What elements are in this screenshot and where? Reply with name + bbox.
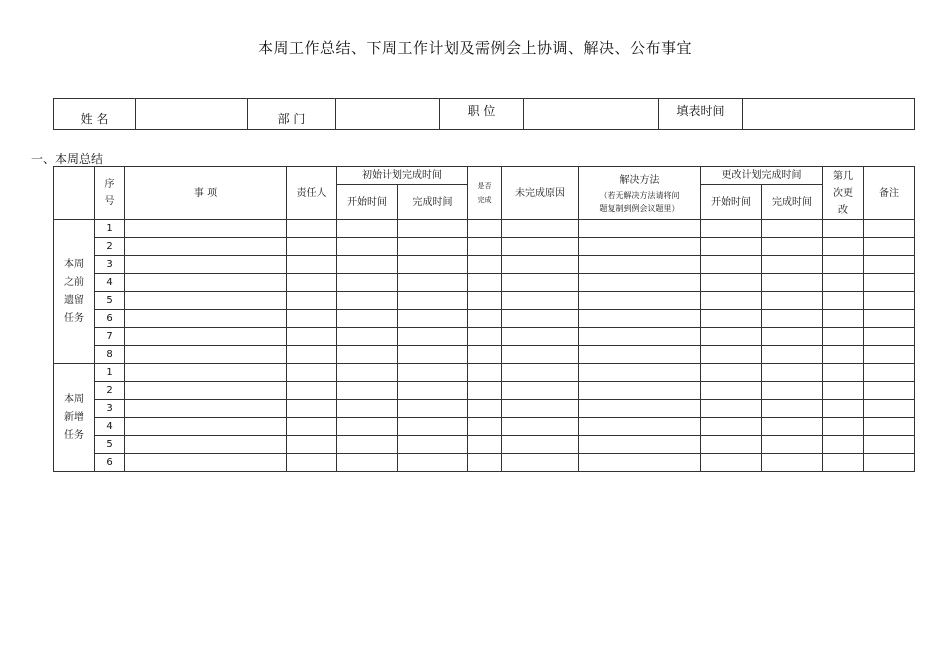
table-cell[interactable]: [701, 292, 762, 310]
table-cell[interactable]: [701, 328, 762, 346]
table-cell[interactable]: [762, 364, 823, 382]
table-cell[interactable]: [502, 256, 579, 274]
table-cell[interactable]: [823, 418, 864, 436]
table-cell[interactable]: [337, 274, 398, 292]
table-cell[interactable]: [398, 364, 468, 382]
table-cell[interactable]: [125, 364, 287, 382]
table-cell[interactable]: [762, 418, 823, 436]
table-cell[interactable]: [864, 256, 915, 274]
header-solution: 解决方法 （若无解决方法请将问 题复制到例会议题里）: [579, 167, 701, 220]
table-row-new: [54, 436, 915, 454]
table-cell[interactable]: [125, 400, 287, 418]
table-cell[interactable]: [125, 238, 287, 256]
table-cell[interactable]: [398, 310, 468, 328]
table-cell[interactable]: [125, 436, 287, 454]
table-cell[interactable]: [125, 382, 287, 400]
header-group-blank: [54, 167, 95, 220]
table-cell[interactable]: [125, 346, 287, 364]
fill-time-label: 填表时间: [659, 99, 743, 130]
table-cell[interactable]: [125, 328, 287, 346]
table-cell[interactable]: [701, 418, 762, 436]
table-cell[interactable]: [337, 382, 398, 400]
table-cell[interactable]: [823, 364, 864, 382]
row-number: 2: [95, 238, 125, 256]
table-cell[interactable]: [287, 346, 337, 364]
table-cell[interactable]: [337, 364, 398, 382]
table-cell[interactable]: [864, 382, 915, 400]
table-cell[interactable]: [502, 418, 579, 436]
section-title: 一、本周总结: [31, 152, 104, 166]
summary-table: [53, 166, 915, 472]
table-cell[interactable]: [468, 328, 502, 346]
table-cell[interactable]: [125, 310, 287, 328]
table-cell[interactable]: [468, 346, 502, 364]
table-cell[interactable]: [823, 436, 864, 454]
row-number: 1: [95, 364, 125, 382]
table-row-new: [54, 418, 915, 436]
table-row-prev: [54, 346, 915, 364]
table-cell[interactable]: [398, 238, 468, 256]
table-cell[interactable]: [823, 256, 864, 274]
table-cell[interactable]: [287, 454, 337, 472]
table-cell[interactable]: [337, 328, 398, 346]
table-cell[interactable]: [125, 274, 287, 292]
table-cell[interactable]: [337, 292, 398, 310]
table-row-new: [54, 382, 915, 400]
table-cell[interactable]: [579, 418, 701, 436]
table-cell[interactable]: [823, 400, 864, 418]
table-cell[interactable]: [579, 328, 701, 346]
table-cell[interactable]: [864, 454, 915, 472]
table-cell[interactable]: [864, 238, 915, 256]
table-cell[interactable]: [125, 292, 287, 310]
table-cell[interactable]: [762, 328, 823, 346]
table-cell[interactable]: [468, 274, 502, 292]
table-cell[interactable]: [337, 436, 398, 454]
table-cell[interactable]: [287, 418, 337, 436]
table-cell[interactable]: [701, 346, 762, 364]
table-cell[interactable]: [287, 220, 337, 238]
table-cell[interactable]: [762, 256, 823, 274]
table-cell[interactable]: [823, 220, 864, 238]
table-cell[interactable]: [701, 238, 762, 256]
table-cell[interactable]: [125, 256, 287, 274]
page-title: 本周工作总结、下周工作计划及需例会上协调、解决、公布事宜: [257, 39, 692, 57]
row-number: 3: [95, 256, 125, 274]
dept-field[interactable]: [336, 99, 440, 130]
table-cell[interactable]: [468, 238, 502, 256]
table-cell[interactable]: [762, 310, 823, 328]
table-cell[interactable]: [287, 274, 337, 292]
group-label: 本周 之前 遗留 任务: [54, 220, 95, 364]
table-cell[interactable]: [337, 454, 398, 472]
table-cell[interactable]: [762, 238, 823, 256]
table-cell[interactable]: [502, 274, 579, 292]
table-cell[interactable]: [337, 220, 398, 238]
table-cell[interactable]: [864, 310, 915, 328]
table-cell[interactable]: [502, 346, 579, 364]
table-cell[interactable]: [864, 328, 915, 346]
table-cell[interactable]: [468, 220, 502, 238]
table-cell[interactable]: [762, 454, 823, 472]
table-cell[interactable]: [701, 454, 762, 472]
table-cell[interactable]: [502, 310, 579, 328]
table-cell[interactable]: [579, 256, 701, 274]
table-row-prev: [54, 274, 915, 292]
table-cell[interactable]: [502, 238, 579, 256]
table-cell[interactable]: [468, 400, 502, 418]
name-label: 姓 名: [54, 99, 136, 130]
table-cell[interactable]: [762, 292, 823, 310]
table-cell[interactable]: [125, 454, 287, 472]
header-changed-plan: 更改计划完成时间: [701, 167, 823, 185]
row-number: 1: [95, 220, 125, 238]
row-number: 4: [95, 274, 125, 292]
table-cell[interactable]: [579, 220, 701, 238]
table-cell[interactable]: [398, 292, 468, 310]
table-cell[interactable]: [287, 400, 337, 418]
table-cell[interactable]: [864, 400, 915, 418]
table-cell[interactable]: [579, 238, 701, 256]
table-row-prev: [54, 256, 915, 274]
table-cell[interactable]: [579, 346, 701, 364]
table-cell[interactable]: [468, 436, 502, 454]
table-cell[interactable]: [701, 364, 762, 382]
table-cell[interactable]: [701, 400, 762, 418]
table-cell[interactable]: [287, 328, 337, 346]
header-reason: 未完成原因: [502, 167, 579, 220]
table-cell[interactable]: [337, 418, 398, 436]
table-cell[interactable]: [701, 310, 762, 328]
table-cell[interactable]: [287, 382, 337, 400]
table-cell[interactable]: [701, 220, 762, 238]
table-cell[interactable]: [125, 220, 287, 238]
table-cell[interactable]: [579, 454, 701, 472]
table-cell[interactable]: [864, 346, 915, 364]
name-field[interactable]: [136, 99, 248, 130]
row-number: 6: [95, 310, 125, 328]
table-cell[interactable]: [468, 382, 502, 400]
table-cell[interactable]: [823, 310, 864, 328]
header-nth-change: 第几 次更 改: [823, 167, 864, 220]
header-done: 是否 完成: [468, 167, 502, 220]
table-cell[interactable]: [762, 382, 823, 400]
table-row-prev: [54, 220, 915, 238]
table-cell[interactable]: [468, 364, 502, 382]
table-cell[interactable]: [337, 256, 398, 274]
header-changed-end: 完成时间: [762, 185, 823, 220]
table-cell[interactable]: [579, 400, 701, 418]
table-cell[interactable]: [823, 328, 864, 346]
table-cell[interactable]: [468, 310, 502, 328]
header-initial-plan: 初始计划完成时间: [337, 167, 468, 185]
header-changed-start: 开始时间: [701, 185, 762, 220]
table-row-new: [54, 400, 915, 418]
table-cell[interactable]: [468, 454, 502, 472]
table-cell[interactable]: [579, 436, 701, 454]
table-cell[interactable]: [468, 418, 502, 436]
table-cell[interactable]: [864, 436, 915, 454]
table-cell[interactable]: [468, 256, 502, 274]
table-cell[interactable]: [468, 292, 502, 310]
table-cell[interactable]: [579, 364, 701, 382]
table-cell[interactable]: [762, 400, 823, 418]
row-number: 2: [95, 382, 125, 400]
table-cell[interactable]: [337, 310, 398, 328]
table-row-prev: [54, 310, 915, 328]
table-cell[interactable]: [398, 256, 468, 274]
table-cell[interactable]: [823, 274, 864, 292]
table-cell[interactable]: [398, 454, 468, 472]
table-cell[interactable]: [502, 436, 579, 454]
table-cell[interactable]: [579, 274, 701, 292]
table-row-new: [54, 454, 915, 472]
table-cell[interactable]: [287, 436, 337, 454]
header-item: 事 项: [125, 167, 287, 220]
table-cell[interactable]: [823, 238, 864, 256]
table-cell[interactable]: [398, 436, 468, 454]
table-row-prev: [54, 328, 915, 346]
table-cell[interactable]: [701, 382, 762, 400]
table-cell[interactable]: [502, 364, 579, 382]
table-cell[interactable]: [823, 454, 864, 472]
table-cell[interactable]: [398, 346, 468, 364]
table-cell[interactable]: [762, 220, 823, 238]
table-cell[interactable]: [337, 400, 398, 418]
fill-time-field[interactable]: [743, 99, 915, 130]
position-field[interactable]: [524, 99, 659, 130]
table-cell[interactable]: [762, 436, 823, 454]
header-seq: 序 号: [95, 167, 125, 220]
table-cell[interactable]: [398, 328, 468, 346]
table-cell[interactable]: [502, 400, 579, 418]
table-cell[interactable]: [864, 274, 915, 292]
table-cell[interactable]: [502, 328, 579, 346]
table-cell[interactable]: [287, 292, 337, 310]
header-initial-end: 完成时间: [398, 185, 468, 220]
table-cell[interactable]: [287, 238, 337, 256]
table-cell[interactable]: [864, 418, 915, 436]
table-cell[interactable]: [701, 256, 762, 274]
table-cell[interactable]: [823, 346, 864, 364]
table-cell[interactable]: [701, 274, 762, 292]
table-cell[interactable]: [579, 292, 701, 310]
table-cell[interactable]: [398, 274, 468, 292]
dept-label: 部 门: [248, 99, 336, 130]
row-number: 5: [95, 436, 125, 454]
header-initial-start: 开始时间: [337, 185, 398, 220]
table-cell[interactable]: [502, 220, 579, 238]
group-label: 本周 新增 任务: [54, 364, 95, 472]
table-row-new: [54, 364, 915, 382]
table-cell[interactable]: [287, 256, 337, 274]
table-cell[interactable]: [502, 454, 579, 472]
row-number: 3: [95, 400, 125, 418]
table-cell[interactable]: [502, 382, 579, 400]
row-number: 4: [95, 418, 125, 436]
table-cell[interactable]: [579, 310, 701, 328]
table-cell[interactable]: [762, 274, 823, 292]
table-row-prev: [54, 238, 915, 256]
row-number: 7: [95, 328, 125, 346]
row-number: 8: [95, 346, 125, 364]
table-cell[interactable]: [823, 292, 864, 310]
table-cell[interactable]: [823, 382, 864, 400]
header-remarks: 备注: [864, 167, 915, 220]
table-cell[interactable]: [398, 220, 468, 238]
table-cell[interactable]: [502, 292, 579, 310]
table-cell[interactable]: [337, 346, 398, 364]
table-cell[interactable]: [701, 436, 762, 454]
table-cell[interactable]: [287, 364, 337, 382]
table-cell[interactable]: [398, 400, 468, 418]
table-cell[interactable]: [864, 220, 915, 238]
table-cell[interactable]: [337, 238, 398, 256]
row-number: 6: [95, 454, 125, 472]
table-cell[interactable]: [287, 310, 337, 328]
table-row-prev: [54, 292, 915, 310]
info-table: [53, 98, 915, 130]
table-cell[interactable]: [762, 346, 823, 364]
row-number: 5: [95, 292, 125, 310]
table-cell[interactable]: [398, 382, 468, 400]
table-cell[interactable]: [579, 382, 701, 400]
position-label: 职 位: [440, 99, 524, 130]
header-owner: 责任人: [287, 167, 337, 220]
table-cell[interactable]: [398, 418, 468, 436]
table-cell[interactable]: [864, 292, 915, 310]
table-cell[interactable]: [125, 418, 287, 436]
table-cell[interactable]: [864, 364, 915, 382]
